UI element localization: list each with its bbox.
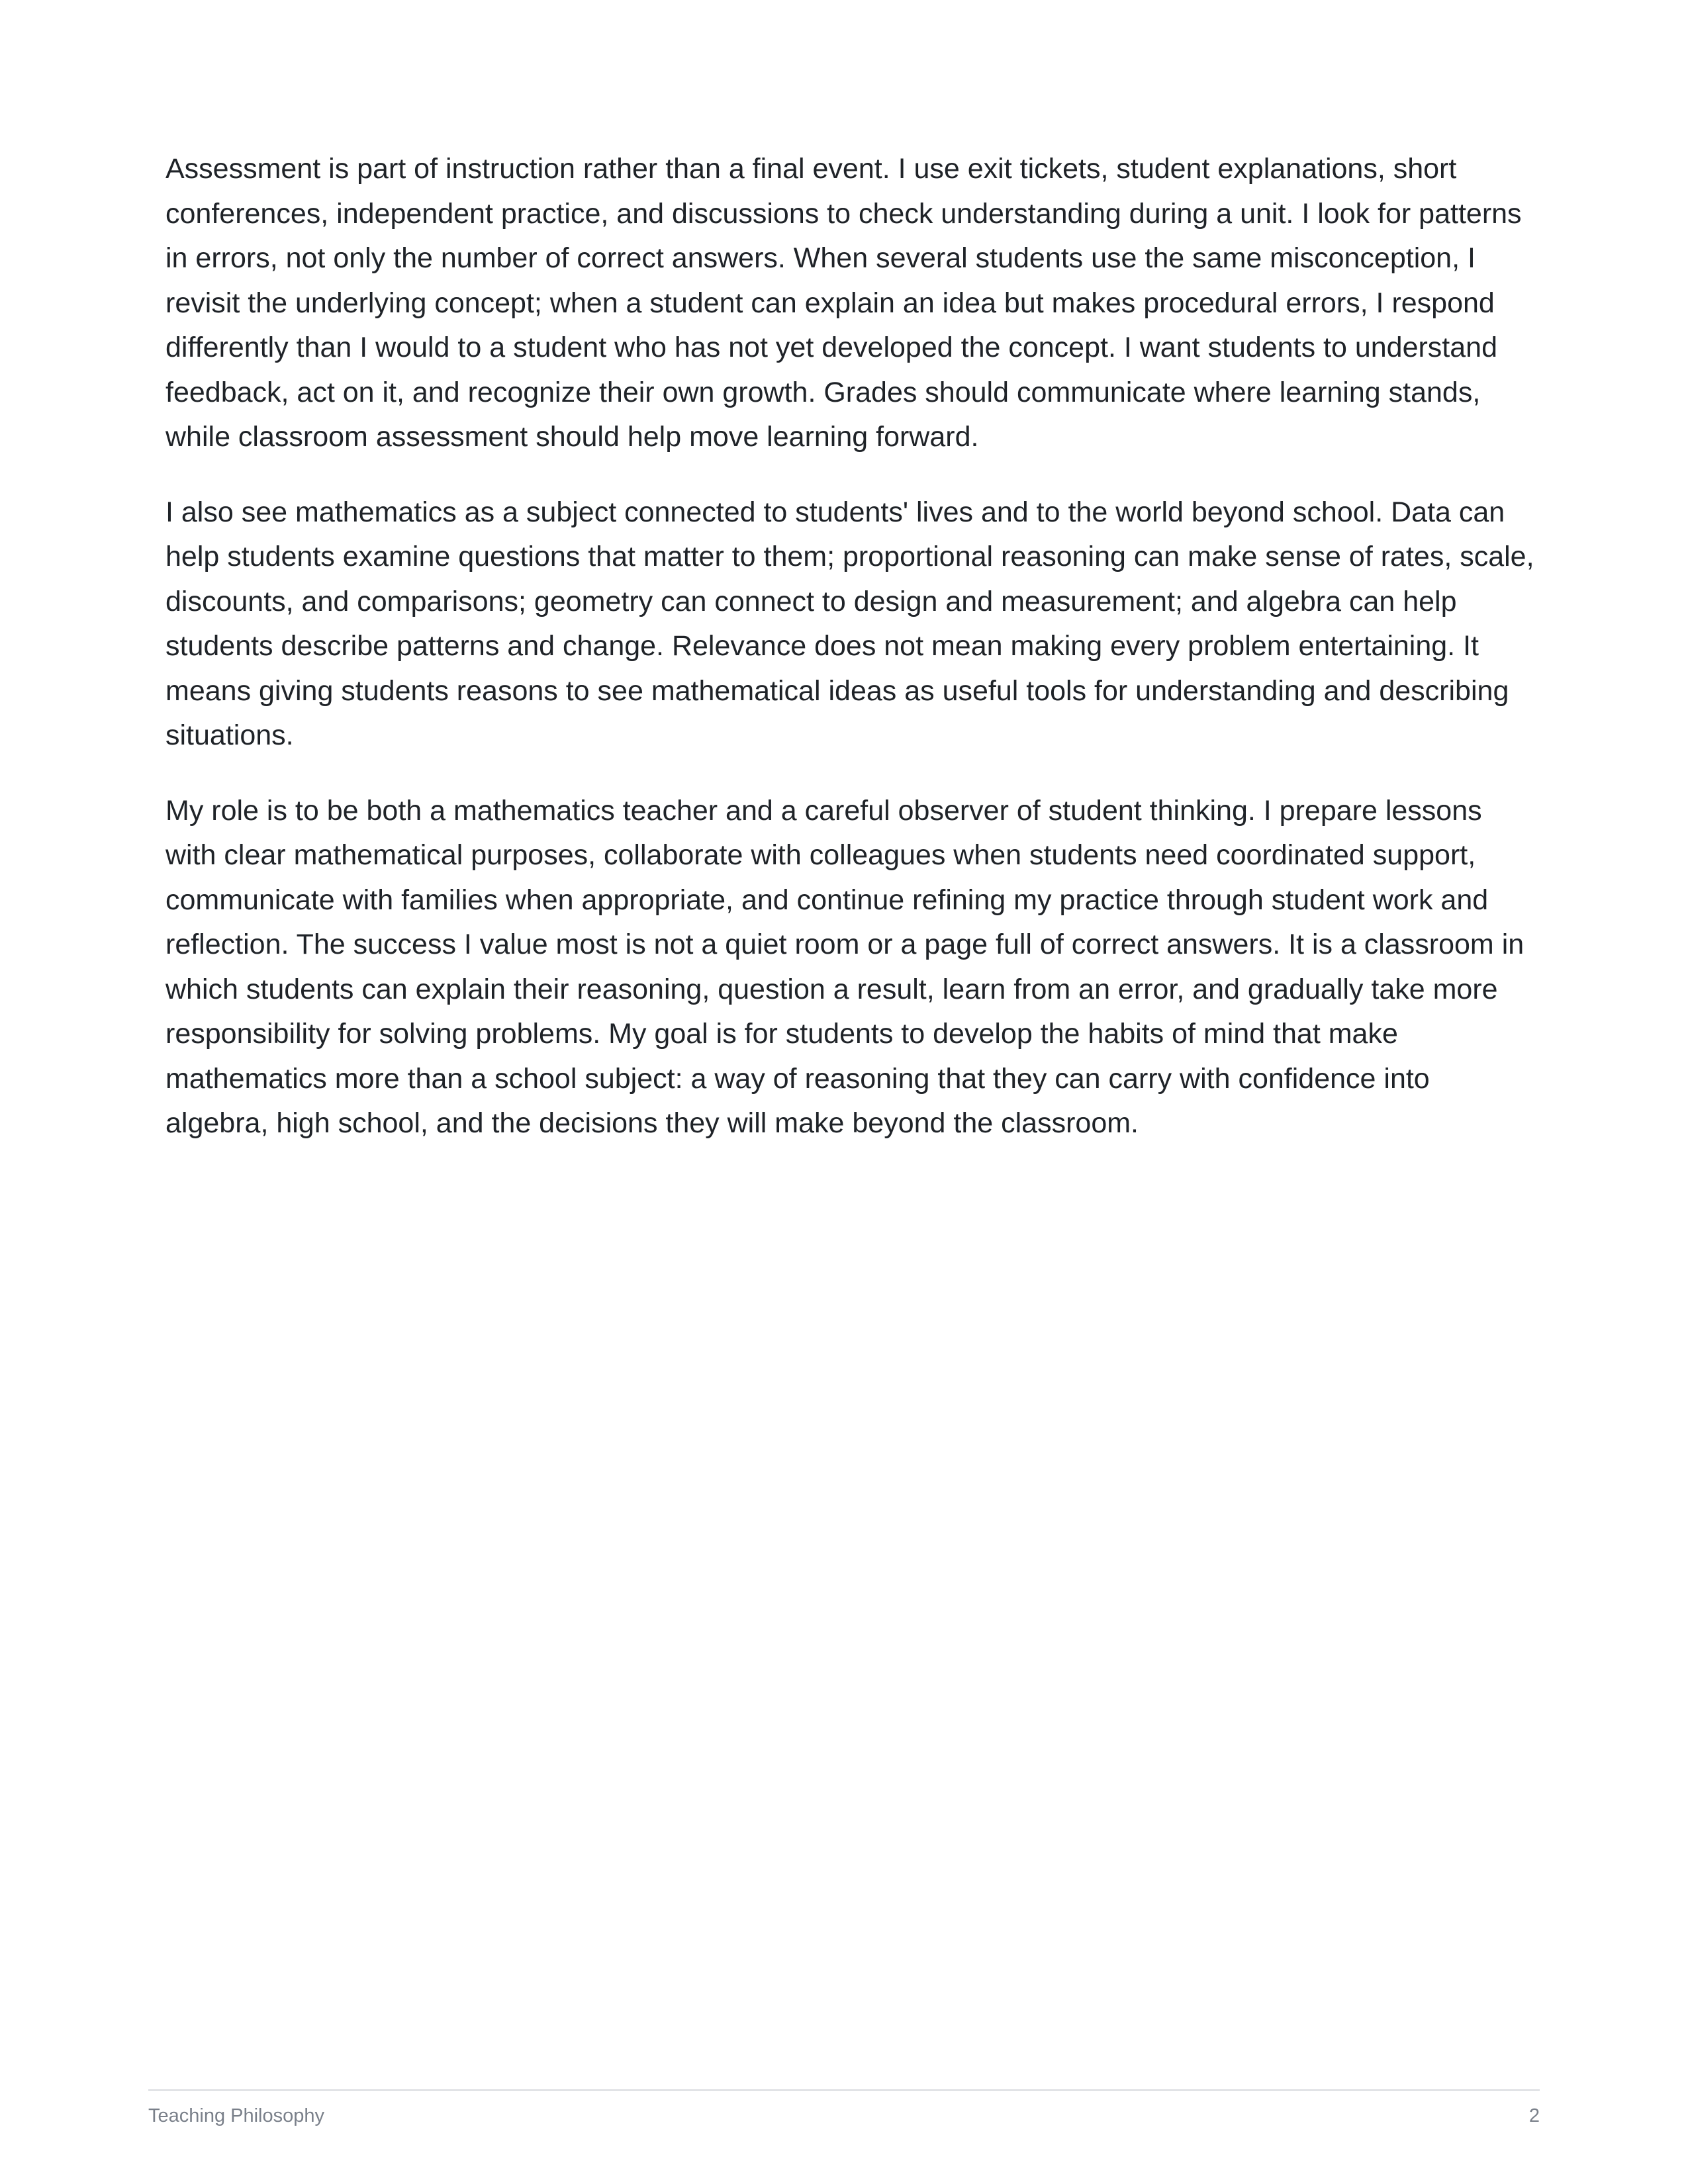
paragraph-assessment: Assessment is part of instruction rather than a final event. I use exit tickets, student explanations, short conferences, independent practice, and discussions to check understanding during a unit. I look for patterns in errors, not only the number of correct answers. When several students use the same misconception, I revisit the underlying concept; when a student can explain an idea but makes procedural errors, I respond differently than I would to a student who has not yet developed the concept. I want students to understand feedback, act on it, and recognize their own growth. Grades should communicate where learning stands, while classroom assessment should help move learning forward. [165,153,1522,453]
paragraph-teacher-role: My role is to be both a mathematics teacher and a careful observer of student thinking. I prepare lessons with clear mathematical purposes, collaborate with colleagues when students need coordinated support, communicate with families when appropriate, and continue refining my practice through student work and reflection. The success I value most is not a quiet room or a page full of correct answers. It is a classroom in which students can explain their reasoning, question a result, learn from an error, and gradually take more responsibility for solving problems. My goal is for students to develop the habits of mind that make mathematics more than a school subject: a way of reasoning that they can carry with confidence into algebra, high school, and the decisions they will make beyond the classroom. [165,794,1524,1139]
page-number: 2 [1528,2105,1540,2126]
paragraph-relevance: I also see mathematics as a subject connected to students' lives and to the world beyond school. Data can help students examine questions that matter to them; proportional reasoning can make sense of rates, scale, discounts, and comparisons; geometry can connect to design and measurement; and algebra can help students describe patterns and change. Relevance does not mean making every problem entertaining. It means giving students reasons to see mathematical ideas as useful tools for understanding and describing situations. [165,496,1534,751]
body-text [165,147,1536,1177]
footer-title: Teaching Philosophy [148,2105,325,2126]
footer-divider [148,2089,1540,2091]
